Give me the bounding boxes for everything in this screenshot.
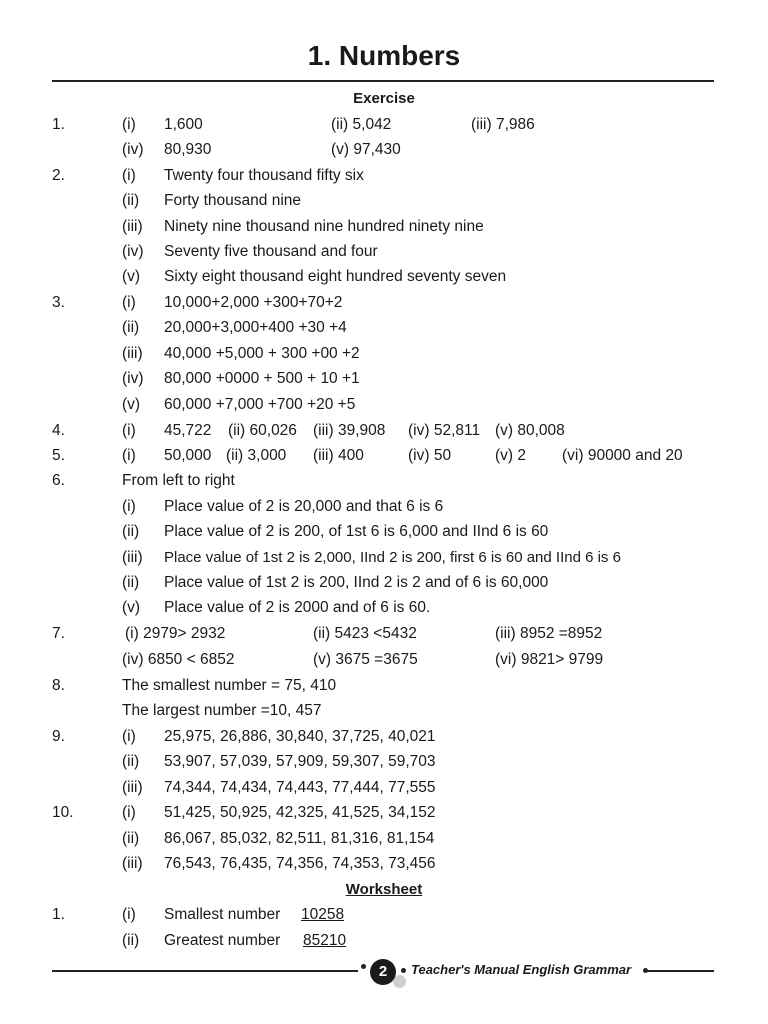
question-number: 3. [52,294,65,311]
part-label: (ii) [122,932,140,949]
answer-text: (ii) 5,042 [331,116,392,133]
answer-row [0,370,768,395]
answer-row [0,472,768,497]
footer-rule-left [52,970,358,972]
question-number: 9. [52,728,65,745]
answer-row [0,218,768,243]
part-label: (iii) [122,779,143,796]
answer-text: Place value of 2 is 200, of 1st 6 is 6,000 and IInd 6 is 60 [164,523,549,540]
answer-text: Place value of 2 is 2000 and of 6 is 60. [164,599,431,616]
answer-text: From left to right [122,472,235,489]
answer-row [0,932,768,957]
answer-row [0,574,768,599]
part-label: (ii) [122,753,140,770]
question-number: 6. [52,472,65,489]
answer-row [0,192,768,217]
part-label: (i) [122,498,136,515]
question-number: 1. [52,116,65,133]
answer-row [0,830,768,855]
answer-text: (iii) 8952 =8952 [495,625,603,642]
answer-row [0,422,768,447]
answer-text: (iv) 6850 < 6852 [122,651,235,668]
part-label: (v) [122,396,141,413]
footer-rule-right [644,970,714,972]
answer-row [0,319,768,344]
answer-text: (vi) 90000 and 20 [562,447,683,464]
answer-text: (iii) 400 [313,447,364,464]
part-label: (v) [122,268,141,285]
answer-text: 74,344, 74,434, 74,443, 77,444, 77,555 [164,779,436,796]
answer-text: Ninety nine thousand nine hundred ninety nine [164,218,484,235]
answer-text: Forty thousand nine [164,192,302,209]
part-label: (ii) [122,574,140,591]
answer-text: Sixty eight thousand eight hundred seventy seven [164,268,507,285]
answer-text: Smallest number [164,906,281,923]
answer-text: (iv) 52,811 [408,422,481,439]
answer-row [0,753,768,778]
answer-text: (v) 3675 =3675 [313,651,418,668]
part-label: (i) [122,294,136,311]
answer-text: (v) 97,430 [331,141,401,158]
answer-row [0,396,768,421]
question-number: 10. [52,804,74,821]
answer-text: The smallest number = 75, 410 [122,677,337,694]
answer-row [0,116,768,141]
part-label: (i) [122,728,136,745]
answer-text: (vi) 9821> 9799 [495,651,604,668]
answer-text: Greatest number [164,932,281,949]
footer-book-title: Teacher's Manual English Grammar [411,962,632,977]
answer-row [0,855,768,880]
exercise-heading: Exercise [353,90,415,107]
part-label: (iv) [122,370,144,387]
part-label: (i) [122,906,136,923]
answer-row [0,625,768,650]
part-label: (v) [122,599,141,616]
worksheet-heading-text: Worksheet [345,881,423,898]
part-label: (i) [122,116,136,133]
answer-text: (iii) 7,986 [471,116,535,133]
answer-text: (iii) 39,908 [313,422,386,439]
answer-row [0,167,768,192]
answer-text: (v) 80,008 [495,422,565,439]
footer-dot [401,968,406,973]
answer-text: Place value of 2 is 20,000 and that 6 is 6 [164,498,444,515]
answer-text: (v) 2 [495,447,526,464]
answer-text: (ii) 3,000 [226,447,287,464]
answer-row [0,447,768,472]
answer-text: 40,000 +5,000 + 300 +00 +2 [164,345,360,362]
part-label: (ii) [122,523,140,540]
answer-text: 1,600 [164,116,203,133]
answer-text: 10,000+2,000 +300+70+2 [164,294,343,311]
answer-text: 53,907, 57,039, 57,909, 59,307, 59,703 [164,753,436,770]
answer-row [0,728,768,753]
question-number: 8. [52,677,65,694]
answer-text: 80,000 +0000 + 500 + 10 +1 [164,370,360,387]
answer-row [0,702,768,727]
answer-row [0,677,768,702]
title-rule [52,80,714,82]
answer-row [0,549,768,574]
answer-text: (iv) 50 [408,447,452,464]
part-label: (iii) [122,549,143,566]
answer-text: 86,067, 85,032, 82,511, 81,316, 81,154 [164,830,435,847]
question-number: 1. [52,906,65,923]
part-label: (i) [122,447,136,464]
part-label: (iii) [122,218,143,235]
page-number: 2 [370,959,396,985]
answer-text: (ii) 60,026 [228,422,297,439]
question-number: 2. [52,167,65,184]
answer-text: The largest number =10, 457 [122,702,322,719]
answer-text: (i) 2979> 2932 [125,625,226,642]
page-title: 1. Numbers [307,40,461,71]
answer-value: 85210 [303,932,347,949]
footer-dot [361,964,366,969]
part-label: (iv) [122,141,144,158]
question-number: 5. [52,447,65,464]
part-label: (ii) [122,830,140,847]
part-label: (i) [122,167,136,184]
answer-text: 25,975, 26,886, 30,840, 37,725, 40,021 [164,728,436,745]
answer-row [0,294,768,319]
answer-row [0,599,768,624]
answer-row [0,906,768,931]
part-label: (iii) [122,855,143,872]
answer-text: Seventy five thousand and four [164,243,378,260]
answer-text: 20,000+3,000+400 +30 +4 [164,319,347,336]
answer-text: Place value of 1st 2 is 2,000, IInd 2 is 200, first 6 is 60 and IInd 6 is 6 [164,549,621,566]
answer-row [0,804,768,829]
answer-text: 50,000 [164,447,212,464]
part-label: (ii) [122,319,140,336]
answer-text: Twenty four thousand fifty six [164,167,364,184]
answer-row [0,243,768,268]
answer-text: (ii) 5423 <5432 [313,625,417,642]
worksheet-heading [0,881,768,898]
question-number: 4. [52,422,65,439]
answer-text: 80,930 [164,141,212,158]
answer-text: 45,722 [164,422,212,439]
answer-row [0,268,768,293]
part-label: (iii) [122,345,143,362]
answer-row [0,523,768,548]
question-number: 7. [52,625,65,642]
answer-text: 76,543, 76,435, 74,356, 74,353, 73,456 [164,855,436,872]
answer-row [0,779,768,804]
answer-value: 10258 [301,906,345,923]
answer-row [0,498,768,523]
answer-text: Place value of 1st 2 is 200, IInd 2 is 2 and of 6 is 60,000 [164,574,549,591]
answer-text: 60,000 +7,000 +700 +20 +5 [164,396,356,413]
answer-text: 51,425, 50,925, 42,325, 41,525, 34,152 [164,804,436,821]
part-label: (iv) [122,243,144,260]
answer-row [0,651,768,676]
part-label: (i) [122,422,136,439]
answer-row [0,345,768,370]
part-label: (ii) [122,192,140,209]
answer-row [0,141,768,166]
part-label: (i) [122,804,136,821]
